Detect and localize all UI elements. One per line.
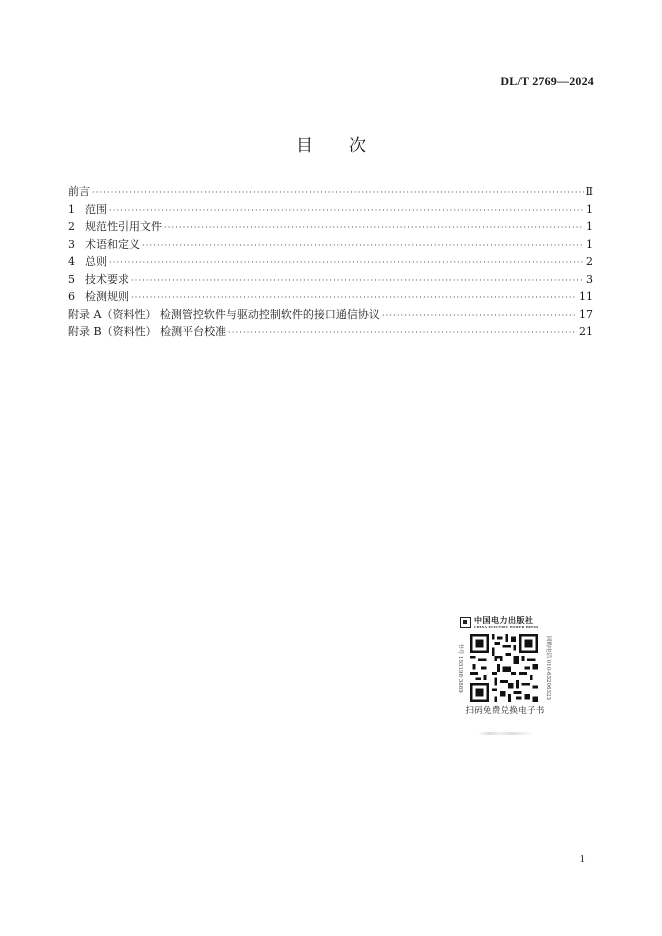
qr-code-icon[interactable] xyxy=(470,634,538,702)
toc-entry-technical-requirements[interactable] xyxy=(68,271,593,289)
toc-entry-page: 11 xyxy=(579,290,593,303)
dot-leader xyxy=(142,237,584,255)
phone-side-text: 回购电话 010-63206323 xyxy=(545,635,551,701)
toc-entry-title: 附录 B（资料性） 检测平台校准 xyxy=(68,325,227,338)
toc-entry-foreword[interactable] xyxy=(68,183,593,201)
toc-entry-number: 1 xyxy=(68,202,75,216)
toc-entry-inspection-rules[interactable] xyxy=(68,288,593,306)
dot-leader xyxy=(109,254,584,272)
toc-entry-general[interactable] xyxy=(68,253,593,271)
ebook-qr-block xyxy=(456,612,554,720)
standard-code: DL/T 2769—2024 xyxy=(500,74,594,88)
publisher-name xyxy=(474,616,539,629)
title-char-1: 目 xyxy=(296,136,313,156)
toc-entry-title: 范围 xyxy=(85,202,107,216)
toc-entry-page: 1 xyxy=(586,220,593,233)
dot-leader xyxy=(109,202,584,220)
publisher-header xyxy=(460,612,552,632)
publisher-name-cn: 中国电力出版社 xyxy=(474,614,534,625)
publisher-logo-icon xyxy=(460,617,471,628)
toc-entry-page: 2 xyxy=(586,255,593,268)
toc-entry-normative-references[interactable] xyxy=(68,218,593,236)
toc-entry-title: 检测规则 xyxy=(85,290,129,303)
toc-entry-title: 技术要求 xyxy=(85,272,129,286)
toc-entry-page: 21 xyxy=(579,325,593,338)
toc-entry-number: 6 xyxy=(68,290,75,303)
faint-mark xyxy=(478,732,534,735)
dot-leader xyxy=(164,219,584,237)
page-title xyxy=(0,131,662,156)
toc-entry-page: Ⅱ xyxy=(585,185,593,198)
toc-entry-title: 总则 xyxy=(85,255,107,268)
table-of-contents xyxy=(68,183,593,341)
toc-entry-title: 术语和定义 xyxy=(85,237,140,251)
toc-entry-title: 前言 xyxy=(68,185,90,198)
toc-entry-page: 1 xyxy=(586,202,593,216)
dot-leader xyxy=(228,324,577,342)
qr-caption: 扫码免费兑换电子书 xyxy=(465,706,545,716)
toc-entry-page: 17 xyxy=(579,307,593,321)
toc-entry-appendix-b[interactable] xyxy=(68,323,593,341)
toc-entry-number: 3 xyxy=(68,237,75,251)
toc-entry-appendix-a[interactable] xyxy=(68,306,593,324)
isbn-side-text: 书号 155198·3889 xyxy=(457,643,463,693)
page-number: 1 xyxy=(579,853,585,865)
publisher-name-en: CHINA ELECTRIC POWER PRESS xyxy=(474,624,539,629)
dot-leader xyxy=(92,184,584,202)
toc-entry-number: 2 xyxy=(68,220,75,233)
dot-leader xyxy=(131,272,584,290)
toc-entry-scope[interactable] xyxy=(68,201,593,219)
title-char-2: 次 xyxy=(349,136,366,156)
toc-entry-title: 规范性引用文件 xyxy=(85,220,162,233)
toc-entry-number: 4 xyxy=(68,255,75,268)
dot-leader xyxy=(131,289,577,307)
toc-entry-title: 附录 A（资料性） 检测管控软件与驱动控制软件的接口通信协议 xyxy=(68,307,380,321)
toc-entry-terms[interactable] xyxy=(68,236,593,254)
dot-leader xyxy=(382,307,577,325)
toc-entry-number: 5 xyxy=(68,272,75,286)
toc-entry-page: 1 xyxy=(586,237,593,251)
toc-entry-page: 3 xyxy=(586,272,593,286)
